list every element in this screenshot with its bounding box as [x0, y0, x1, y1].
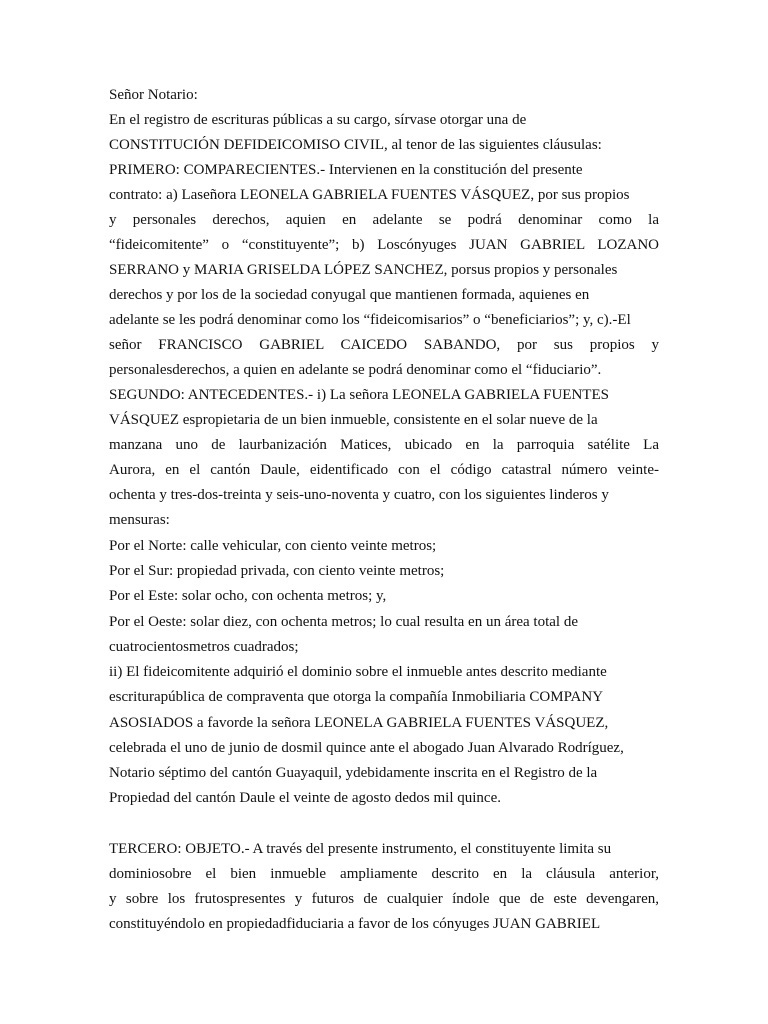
text-line: En el registro de escrituras públicas a su cargo, sírvase otorgar una de — [109, 112, 527, 128]
text-line: derechos y por los de la sociedad conyugal que mantienen formada, aquienes en — [109, 287, 590, 303]
text-line: personalesderechos, a quien en adelante se podrá denominar como el “fiduciario”. — [109, 362, 602, 378]
text-line: manzana uno de laurbanización Matices, ubicado en la parroquia satélite La — [109, 437, 659, 453]
text-line: ii) El fideicomitente adquirió el dominio sobre el inmueble antes descrito mediante — [109, 664, 607, 680]
text-line: SERRANO y MARIA GRISELDA LÓPEZ SANCHEZ, porsus propios y personales — [109, 262, 618, 278]
text-line: PRIMERO: COMPARECIENTES.- Intervienen en la constitución del presente — [109, 162, 583, 178]
text-line: mensuras: — [109, 512, 170, 528]
text-line: Señor Notario: — [109, 87, 198, 103]
text-line: Por el Norte: calle vehicular, con ciento veinte metros; — [109, 538, 437, 554]
text-line: SEGUNDO: ANTECEDENTES.- i) La señora LEONELA GABRIELA FUENTES — [109, 387, 609, 403]
text-line: escriturapública de compraventa que otorga la compañía Inmobiliaria COMPANY — [109, 689, 604, 705]
text-line: y sobre los frutospresentes y futuros de cualquier índole que de este devengaren, — [109, 891, 659, 907]
text-line: adelante se les podrá denominar como los “fideicomisarios” o “beneficiarios”; y, c).-El — [109, 312, 631, 328]
text-line: cuatrocientosmetros cuadrados; — [109, 639, 299, 655]
text-line: Propiedad del cantón Daule el veinte de agosto dedos mil quince. — [109, 790, 501, 806]
text-line: “fideicomitente” o “constituyente”; b) Loscónyuges JUAN GABRIEL LOZANO — [109, 237, 659, 253]
text-line: y personales derechos, aquien en adelante se podrá denominar como la — [109, 212, 659, 228]
text-line: VÁSQUEZ espropietaria de un bien inmueble, consistente en el solar nueve de la — [109, 412, 598, 428]
text-line: ASOSIADOS a favorde la señora LEONELA GABRIELA FUENTES VÁSQUEZ, — [109, 715, 609, 731]
text-line: celebrada el uno de junio de dosmil quince ante el abogado Juan Alvarado Rodríguez, — [109, 740, 624, 756]
text-line: constituyéndolo en propiedadfiduciaria a favor de los cónyuges JUAN GABRIEL — [109, 916, 601, 932]
text-line: Por el Sur: propiedad privada, con ciento veinte metros; — [109, 563, 445, 579]
text-line: TERCERO: OBJETO.- A través del presente instrumento, el constituyente limita su — [109, 841, 612, 857]
text-line: dominiosobre el bien inmueble ampliamente descrito en la cláusula anterior, — [109, 866, 659, 882]
text-line: CONSTITUCIÓN DEFIDEICOMISO CIVIL, al tenor de las siguientes cláusulas: — [109, 137, 602, 153]
text-line: contrato: a) Laseñora LEONELA GABRIELA FUENTES VÁSQUEZ, por sus propios — [109, 187, 630, 203]
text-line: señor FRANCISCO GABRIEL CAICEDO SABANDO, por sus propios y — [109, 337, 659, 353]
text-line: Por el Oeste: solar diez, con ochenta metros; lo cual resulta en un área total de — [109, 614, 578, 630]
text-line: Notario séptimo del cantón Guayaquil, ydebidamente inscrita en el Registro de la — [109, 765, 598, 781]
text-line: Aurora, en el cantón Daule, eidentificado con el código catastral número veinte- — [109, 462, 659, 478]
text-line: ochenta y tres-dos-treinta y seis-uno-noventa y cuatro, con los siguientes linderos y — [109, 487, 609, 503]
text-line: Por el Este: solar ocho, con ochenta metros; y, — [109, 588, 387, 604]
